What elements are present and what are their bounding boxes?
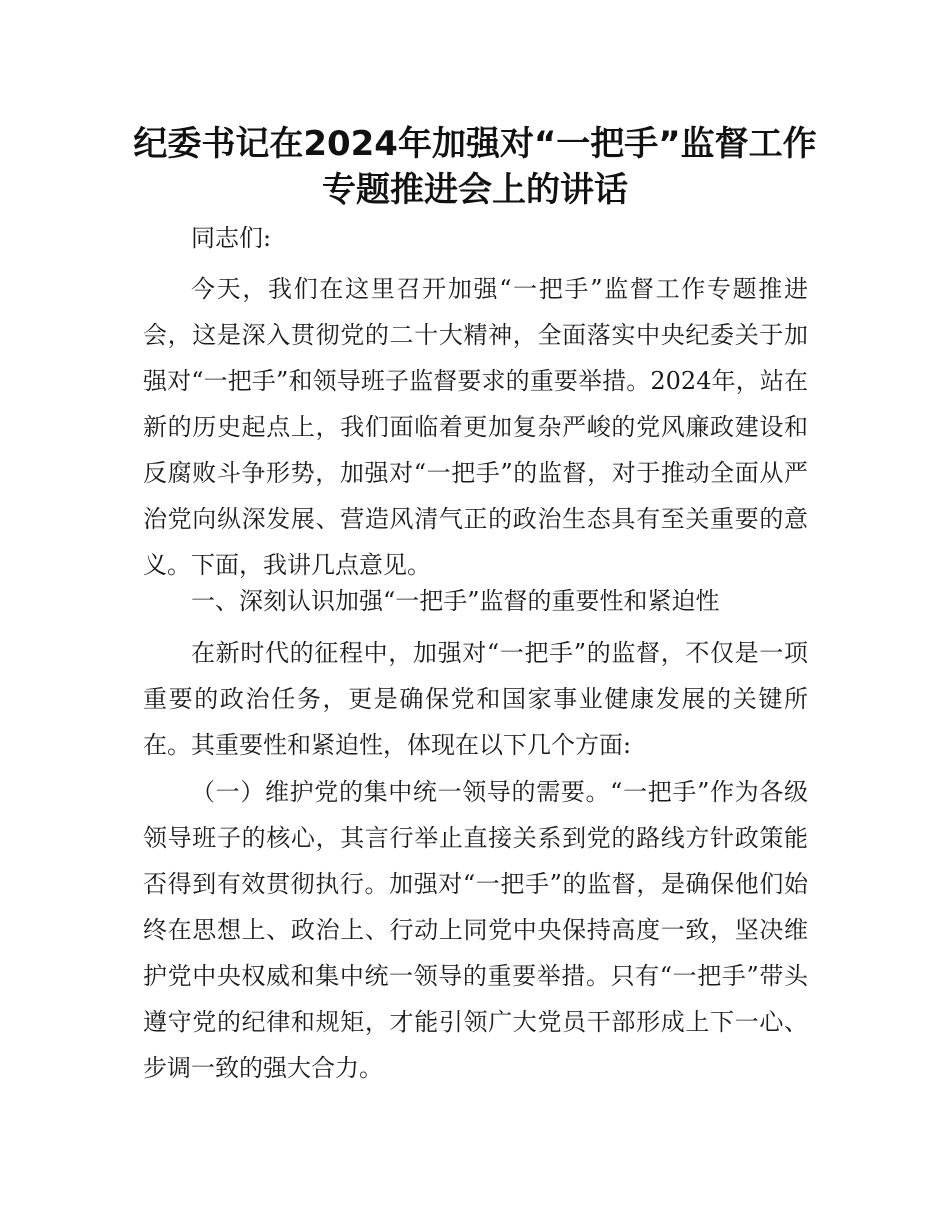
document-title-line-2: 专题推进会上的讲话 <box>322 170 628 210</box>
greeting: 同志们: <box>191 224 272 252</box>
document-title-line-1: 纪委书记在2024年加强对“一把手”监督工作 <box>133 124 817 164</box>
paragraph-point-1: （一）维护党的集中统一领导的需要。“一把手”作为各级领导班子的核心，其言行举止直接关系到党的路线方针政策能否得到有效贯彻执行。加强对“一把手”的监督，是确保他们始终在思想上、政治上、行动上同党中央保持高度一致，坚决维护党中央权威和集中统一领导的重要举措。只有“一把手”带头遵守党的纪律和规矩，才能引领广大党员干部形成上下一心、步调一致的强大合力。 <box>143 778 808 1082</box>
paragraph-section-intro: 在新时代的征程中，加强对“一把手”的监督，不仅是一项重要的政治任务，更是确保党和国家事业健康发展的关键所在。其重要性和紧迫性，体现在以下几个方面: <box>143 639 808 759</box>
paragraph-opening: 今天，我们在这里召开加强“一把手”监督工作专题推进会，这是深入贯彻党的二十大精神，全面落实中央纪委关于加强对“一把手”和领导班子监督要求的重要举措。2024年，站在新的历史起点上，我们面临着更加复杂严峻的党风廉政建设和反腐败斗争形势，加强对“一把手”的监督，对于推动全面从严治党向纵深发展、营造风清气正的政治生态具有至关重要的意义。下面，我讲几点意见。 <box>143 275 808 579</box>
section-heading-1: 一、深刻认识加强“一把手”监督的重要性和紧迫性 <box>191 587 720 615</box>
